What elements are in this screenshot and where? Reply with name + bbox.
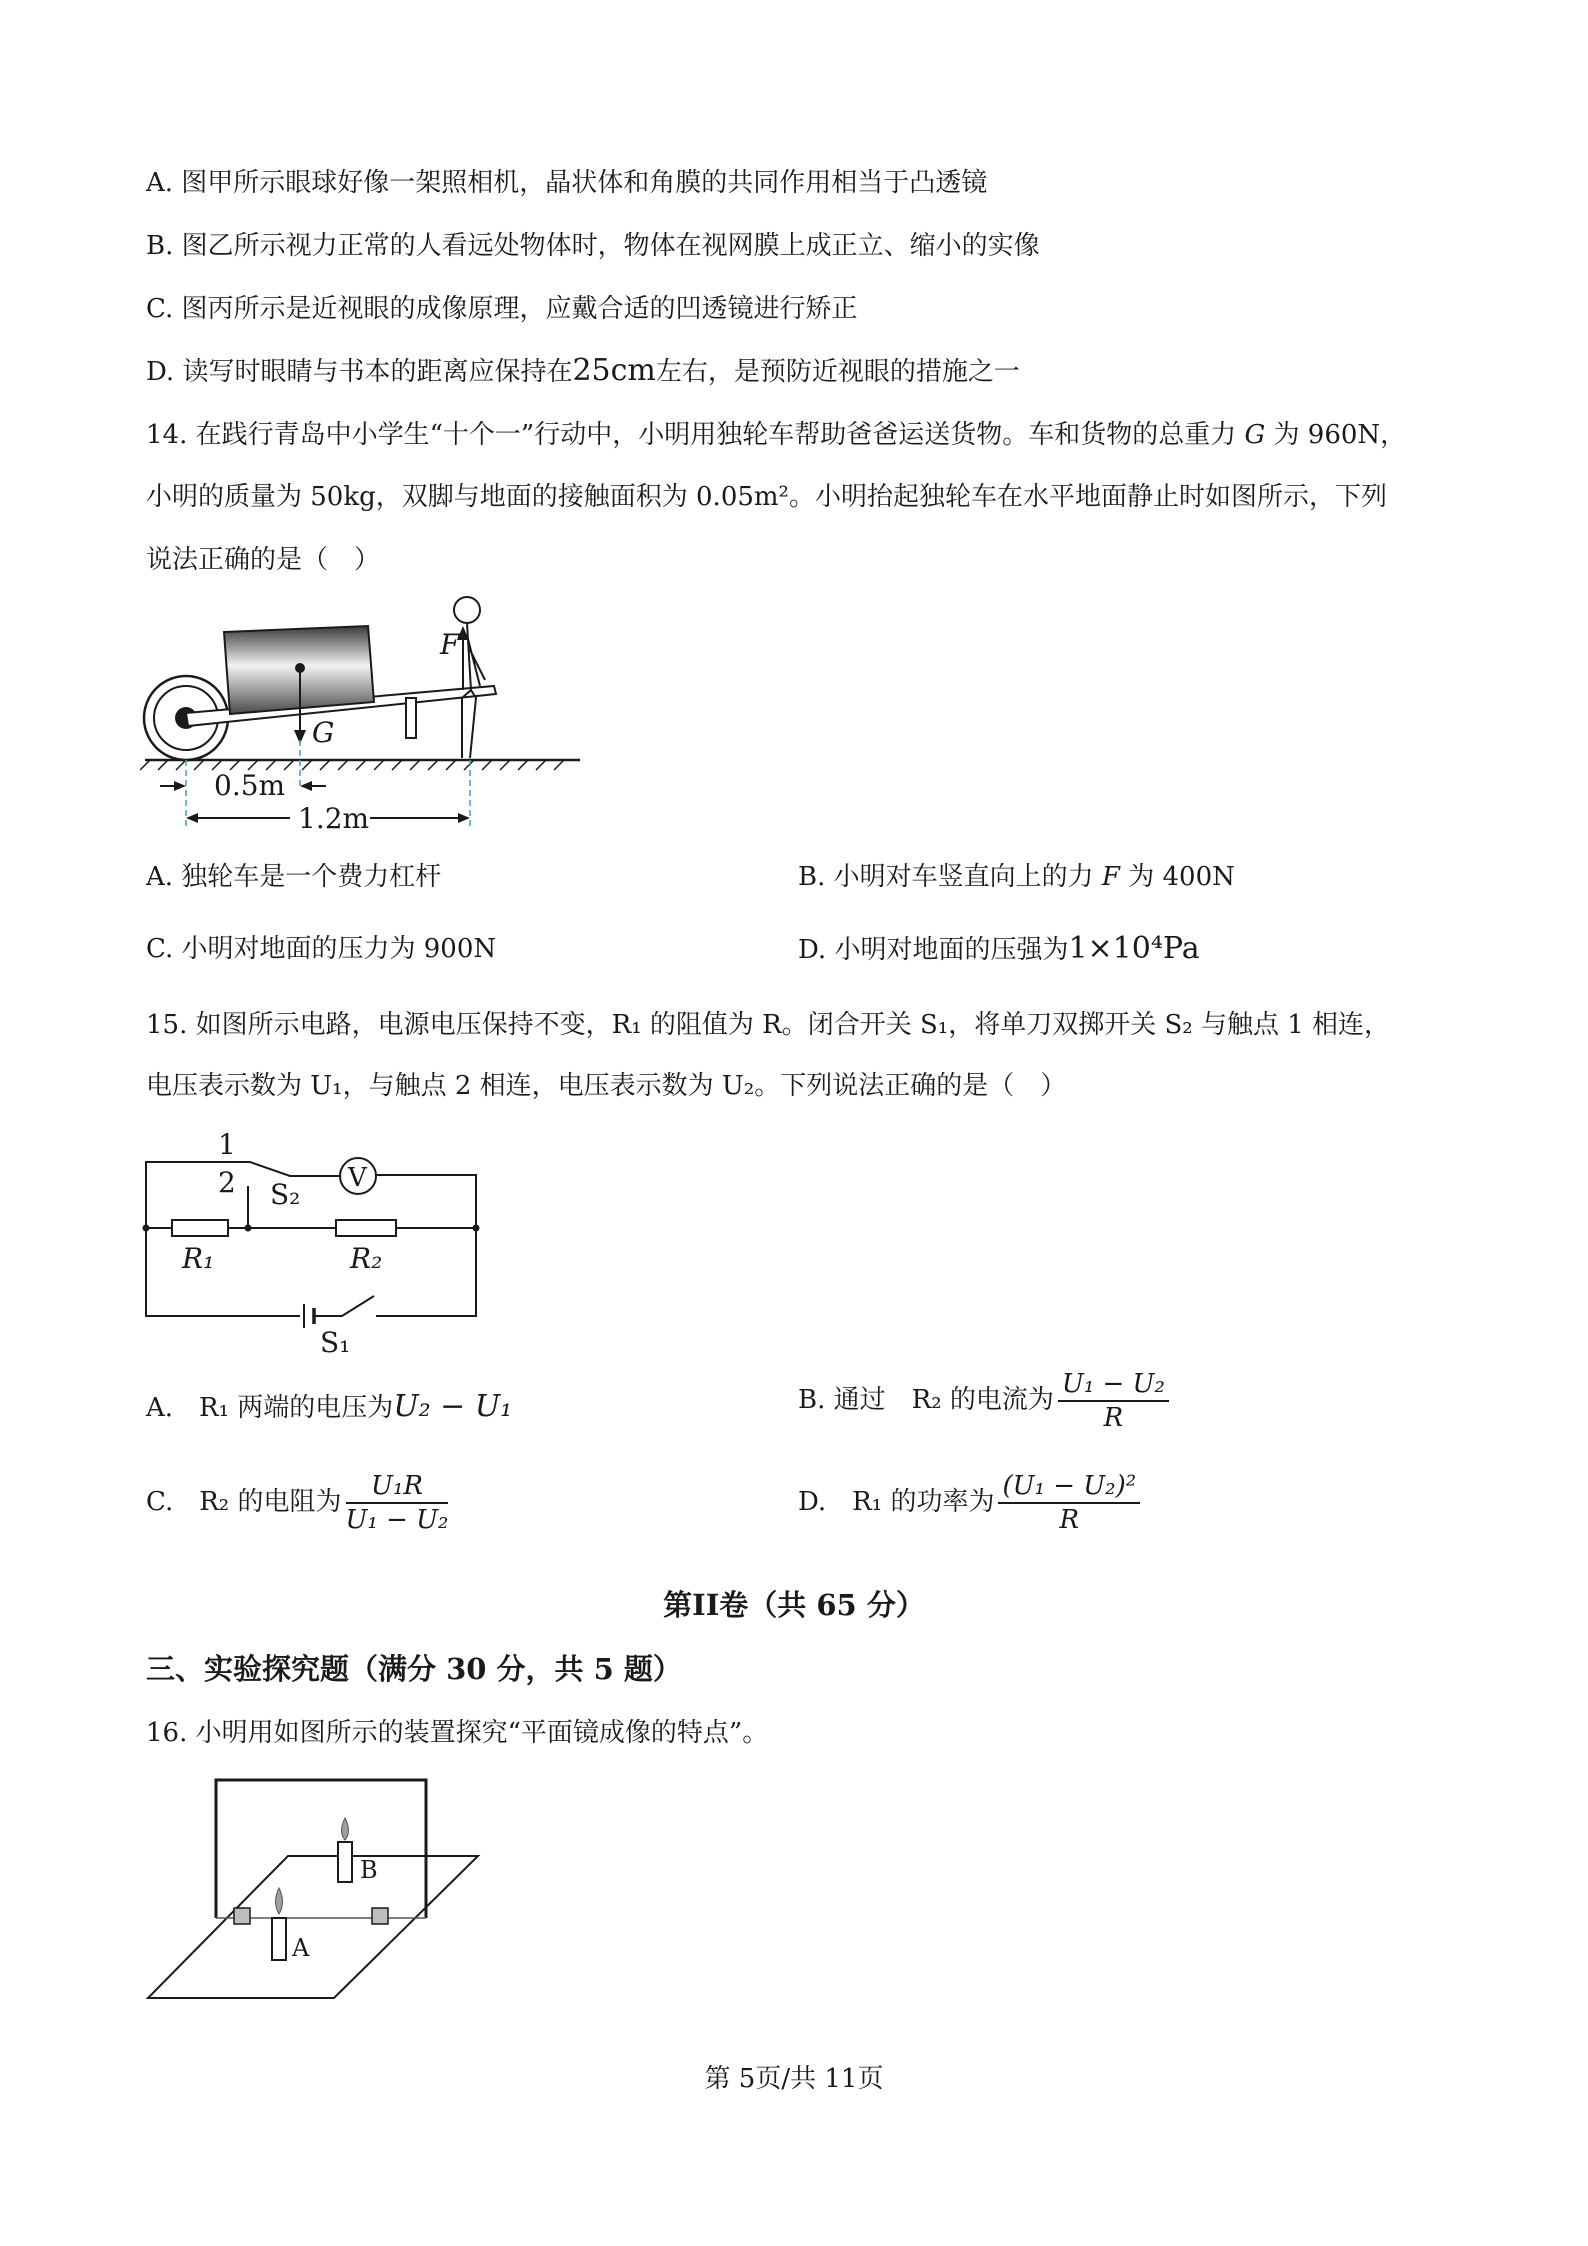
q14-var-g: G [1244,420,1266,450]
switch-s1-label: S₁ [320,1326,351,1359]
q15-option-b-denominator: R [1103,1403,1124,1433]
q15-option-d-numerator: (U₁ − U₂)² [998,1470,1140,1504]
q15-option-c-pre: C. R₂ 的电阻为 [146,1487,342,1517]
candle-a-label: A [292,1934,310,1962]
q13-option-c: C. 图丙所示是近视眼的成像原理，应戴合适的凹透镜进行矫正 [146,294,858,324]
circuit-figure [140,1120,490,1360]
section-3-heading: 三、实验探究题（满分 30 分，共 5 题） [146,1652,682,1686]
q13-option-d [146,354,1020,389]
force-g-label: G [312,716,335,749]
q15-option-d-fraction [998,1470,1140,1536]
page-footer: 第 5页/共 11页 [704,2064,884,2094]
q14-option-d-value: 1×10⁴Pa [1068,931,1200,966]
part-2-heading: 第II卷（共 65 分） [663,1588,925,1622]
candle-a [272,1918,286,1960]
resistor-r2 [336,1220,396,1236]
candle-b-label: B [360,1856,378,1884]
q14-stem-line2: 小明的质量为 50kg，双脚与地面的接触面积为 0.05m²。小明抬起独轮车在水平地面静止时如图所示，下列 [146,482,1387,512]
q14-option-b-post: 为 400N [1128,862,1235,892]
resistor-r1-label: R₁ [182,1242,215,1275]
q14-option-d [798,932,1200,967]
q13-option-a: A. 图甲所示眼球好像一架照相机，晶状体和角膜的共同作用相当于凸透镜 [146,168,988,198]
q14-stem-line3: 说法正确的是（ ） [146,545,381,575]
q15-option-d [798,1470,1144,1536]
q14-option-b [798,860,1235,894]
q14-stem-line1-a: 14. 在践行青岛中小学生“十个一”行动中，小明用独轮车帮助爸爸运送货物。车和货物的总重力 [146,420,1237,450]
q15-stem-line1: 15. 如图所示电路，电源电压保持不变，R₁ 的阻值为 R。闭合开关 S₁，将单刀双掷开关 S₂ 与触点 1 相连， [146,1010,1391,1040]
q15-option-c-numerator: U₁R [346,1470,449,1504]
q14-option-b-var-f: F [1101,862,1120,892]
contact-1-label: 1 [218,1128,236,1161]
force-f-label: F [440,628,460,661]
q15-option-c-denominator: U₁ − U₂ [345,1505,449,1535]
q15-option-b-numerator: U₁ − U₂ [1058,1368,1169,1402]
q14-option-d-pre: D. 小明对地面的压强为 [798,935,1069,965]
q14-option-b-pre: B. 小明对车竖直向上的力 [798,862,1094,892]
q15-option-b-pre: B. 通过 R₂ 的电流为 [798,1385,1054,1415]
q15-option-b-fraction [1058,1368,1169,1434]
distance-05m-label: 0.5m [214,769,286,802]
q15-option-a-value: U₂ − U₁ [393,1389,513,1424]
resistor-r1 [172,1220,228,1236]
q14-option-a: A. 独轮车是一个费力杠杆 [146,862,442,892]
wheelbarrow-figure [140,590,600,840]
q15-option-d-denominator: R [1059,1505,1080,1535]
q14-stem-line1 [146,418,1406,452]
q13-option-b: B. 图乙所示视力正常的人看远处物体时，物体在视网膜上成正立、缩小的实像 [146,231,1040,261]
q15-option-d-pre: D. R₁ 的功率为 [798,1487,995,1517]
contact-2-label: 2 [218,1166,236,1199]
q15-option-a [146,1390,512,1425]
q16-stem-line1: 16. 小明用如图所示的装置探究“平面镜成像的特点”。 [146,1718,769,1748]
q13-option-d-pre: D. 读写时眼睛与书本的距离应保持在 [146,357,573,387]
q15-option-b [798,1368,1173,1434]
plane-mirror-figure [140,1770,490,2010]
q15-option-c [146,1470,452,1536]
q15-option-a-pre: A. R₁ 两端的电压为 [146,1393,394,1423]
q14-stem-line1-b: 为 960N， [1273,420,1407,450]
resistor-r2-label: R₂ [350,1242,383,1275]
q15-option-c-fraction [346,1470,449,1536]
q15-stem-line2: 电压表示数为 U₁，与触点 2 相连，电压表示数为 U₂。下列说法正确的是（ ） [146,1071,1067,1101]
q13-option-d-value: 25cm [572,353,656,388]
switch-s2-label: S₂ [270,1178,301,1211]
distance-12m-label: 1.2m [298,802,370,835]
voltmeter-label: V [348,1163,367,1193]
q13-option-d-post: 左右，是预防近视眼的措施之一 [655,357,1020,387]
candle-b [338,1842,352,1882]
q14-option-c: C. 小明对地面的压力为 900N [146,934,497,964]
